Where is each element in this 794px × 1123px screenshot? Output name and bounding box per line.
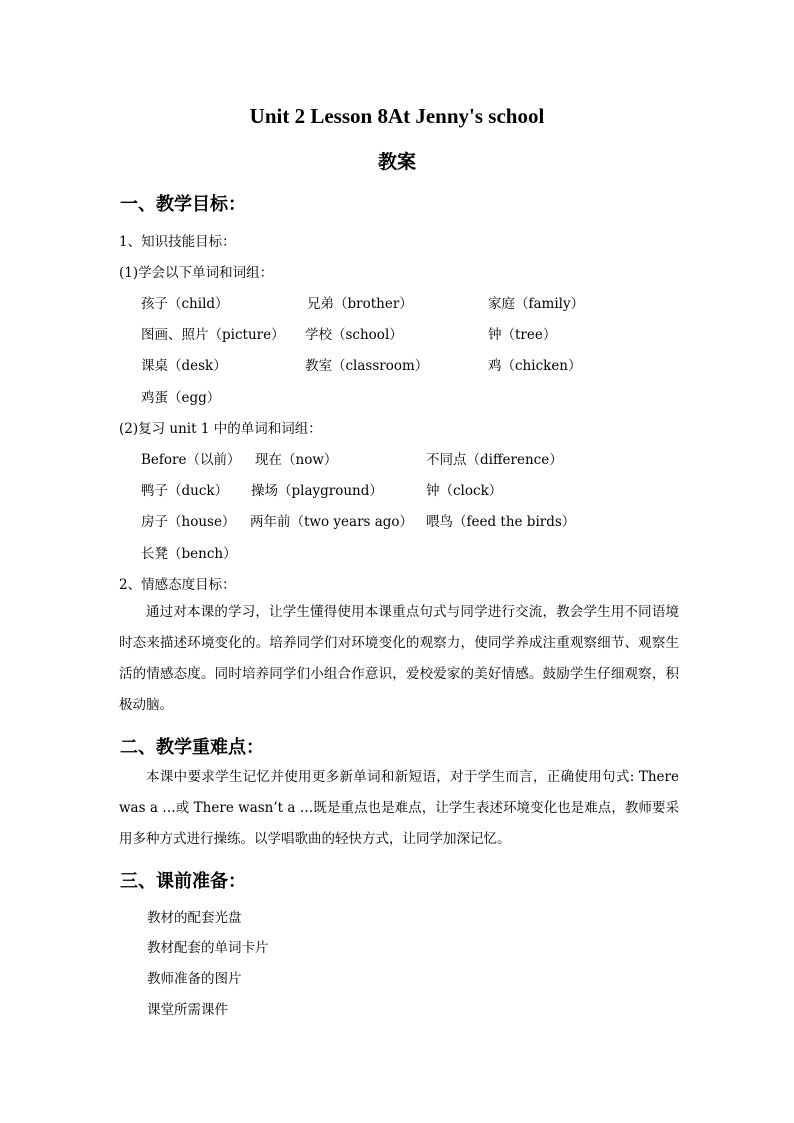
vocab-item: 不同点（difference）: [426, 452, 563, 468]
vocab-item: 房子（house）: [141, 514, 236, 530]
prep-item: 课堂所需课件: [147, 1002, 228, 1018]
goal2-paragraph: 通过对本课的学习，让学生懂得使用本课重点句式与同学进行交流，教会学生用不同语境时态来描述环境变化的。培养同学们对环境变化的观察力，使同学养成注重观察细节、观察生活的情感态度。同时培养同学们小组合作意识，爱校爱家的美好情感。鼓励学生仔细观察，积极动脑。: [119, 604, 679, 713]
sub1-label: (1)学会以下单词和词组：: [119, 265, 274, 281]
goal2-label: 2、情感态度目标：: [119, 577, 236, 593]
goal1-label: 1、知识技能目标：: [119, 234, 236, 250]
vocab-item: 兄弟（brother）: [307, 296, 413, 312]
vocab-item: 钟（tree）: [488, 327, 557, 343]
vocab-item: 课桌（desk）: [141, 358, 227, 374]
vocab-item: 鸭子（duck）: [141, 483, 229, 499]
vocab-item: 学校（school）: [305, 327, 403, 343]
section2-heading: 二、教学重难点：: [120, 737, 264, 758]
prep-item: 教材的配套光盘: [147, 910, 242, 926]
sub2-label: (2)复习 unit 1 中的单词和词组：: [119, 421, 322, 437]
prep-item: 教师准备的图片: [147, 971, 242, 987]
vocab-item: 教室（classroom）: [305, 358, 429, 374]
section2-paragraph: 本课中要求学生记忆并使用更多新单词和新短语，对于学生而言，正确使用句式: There was a …或 There wasn’t a …既是重点也是难点，让学生表述环境变化也是难点，教师要采用多种方式进行操练。以学唱歌曲的轻快方式，让同学加深记忆。: [119, 769, 679, 847]
vocab-item: 长凳（bench）: [141, 546, 237, 562]
section3-heading: 三、课前准备：: [120, 871, 246, 892]
vocab-item: 钟（clock）: [426, 483, 503, 499]
prep-item: 教材配套的单词卡片: [147, 940, 269, 956]
vocab-item: 家庭（family）: [488, 296, 585, 312]
vocab-item: 鸡蛋（egg）: [141, 390, 221, 406]
vocab-item: 两年前（two years ago）: [250, 514, 414, 530]
vocab-item: 现在（now）: [255, 452, 338, 468]
vocab-item: Before（以前）: [141, 452, 241, 468]
document-title: Unit 2 Lesson 8At Jenny's school: [249, 104, 545, 128]
vocab-item: 鸡（chicken）: [488, 358, 582, 374]
vocab-item: 喂鸟（feed the birds）: [426, 514, 576, 530]
vocab-item: 操场（playground）: [251, 483, 383, 499]
document-subtitle: 教案: [377, 151, 416, 173]
section1-heading: 一、教学目标：: [120, 194, 246, 215]
vocab-item: 孩子（child）: [141, 296, 229, 312]
vocab-item: 图画、照片（picture）: [141, 327, 285, 343]
